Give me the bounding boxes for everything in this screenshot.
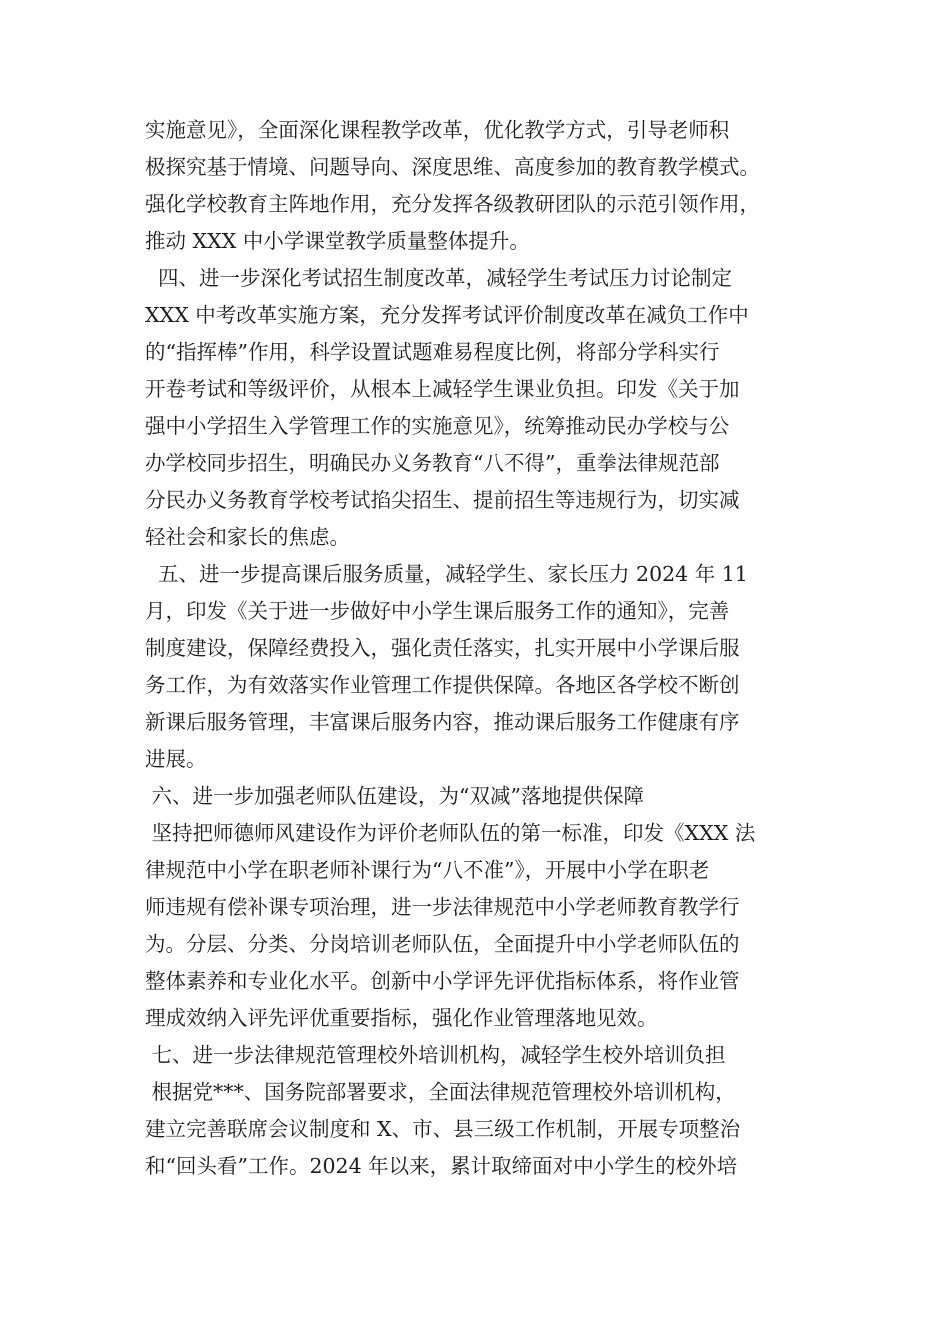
text-line: 开卷考试和等级评价，从根本上减轻学生课业负担。印发《关于加 — [145, 377, 740, 401]
text-line: 务工作，为有效落实作业管理工作提供保障。各地区各学校不断创 — [145, 673, 740, 697]
section-heading-7: 七、进一步法律规范管理校外培训机构，减轻学生校外培训负担 — [145, 1043, 726, 1067]
text-line: 整体素养和专业化水平。创新中小学评先评优指标体系，将作业管 — [145, 969, 740, 993]
text-line: 月，印发《关于进一步做好中小学生课后服务工作的通知》，完善 — [145, 599, 730, 623]
text-line: XXX 中考改革实施方案，充分发挥考试评价制度改革在减负工作中 — [145, 303, 749, 327]
text-line: 律规范中小学在职老师补课行为“八不准”》，开展中小学在职老 — [145, 858, 710, 882]
text-line: 理成效纳入评先评优重要指标，强化作业管理落地见效。 — [145, 1006, 658, 1030]
text-line: 极探究基于情境、问题导向、深度思维、高度参加的教育教学模式。 — [145, 155, 760, 179]
body-text — [145, 112, 815, 1185]
text-line: 进展。 — [145, 747, 207, 771]
text-line: 根据党***、国务院部署要求，全面法律规范管理校外培训机构， — [145, 1080, 736, 1104]
text-line: 制度建设，保障经费投入，强化责任落实，扎实开展中小学课后服 — [145, 636, 740, 660]
text-line: 强化学校教育主阵地作用，充分发挥各级教研团队的示范引领作用， — [145, 192, 760, 216]
section-heading-6: 六、进一步加强老师队伍建设，为“双减”落地提供保障 — [145, 784, 644, 808]
text-line: 强中小学招生入学管理工作的实施意见》，统筹推动民办学校与公 — [145, 414, 730, 438]
text-line: 的“指挥棒”作用，科学设置试题难易程度比例，将部分学科实行 — [145, 340, 720, 364]
text-line: 和“回头看”工作。2024 年以来，累计取缔面对中小学生的校外培 — [145, 1154, 738, 1178]
text-line: 坚持把师德师风建设作为评价老师队伍的第一标准，印发《XXX 法 — [145, 821, 756, 845]
text-line: 师违规有偿补课专项治理，进一步法律规范中小学老师教育教学行 — [145, 895, 740, 919]
section-heading-4: 四、进一步深化考试招生制度改革，减轻学生考试压力讨论制定 — [145, 266, 733, 290]
text-line: 轻社会和家长的焦虑。 — [145, 525, 350, 549]
text-line: 为。分层、分类、分岗培训老师队伍，全面提升中小学老师队伍的 — [145, 932, 740, 956]
text-line: 建立完善联席会议制度和 X、市、县三级工作机制，开展专项整治 — [145, 1117, 741, 1141]
text-line: 新课后服务管理，丰富课后服务内容，推动课后服务工作健康有序 — [145, 710, 740, 734]
text-line: 办学校同步招生，明确民办义务教育“八不得”，重拳法律规范部 — [145, 451, 720, 475]
section-heading-5: 五、进一步提高课后服务质量，减轻学生、家长压力 2024 年 11 — [145, 562, 748, 586]
text-line: 推动 XXX 中小学课堂教学质量整体提升。 — [145, 229, 530, 253]
text-line: 分民办义务教育学校考试掐尖招生、提前招生等违规行为，切实减 — [145, 488, 740, 512]
text-line: 实施意见》，全面深化课程教学改革，优化教学方式，引导老师积 — [145, 118, 730, 142]
